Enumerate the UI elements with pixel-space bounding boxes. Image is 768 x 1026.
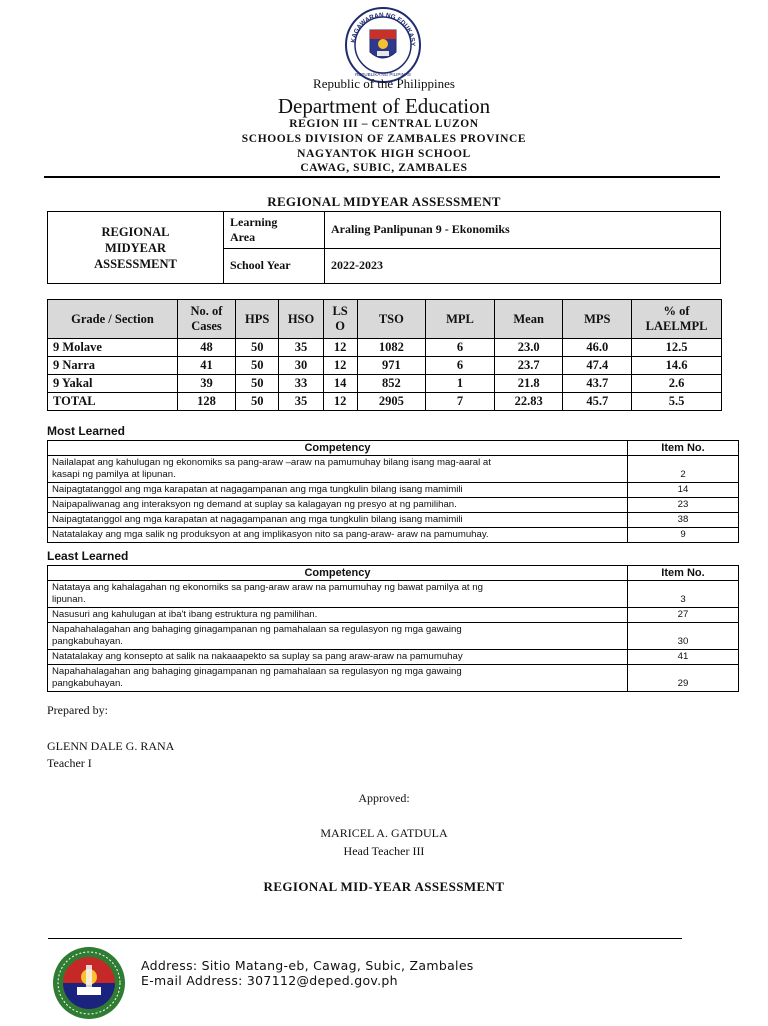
assessment-title: REGIONAL MIDYEAR ASSESSMENT [267, 194, 501, 209]
cell-hps: 50 [236, 339, 279, 357]
cell-hps: 50 [236, 375, 279, 393]
cell-mpl: 6 [426, 339, 495, 357]
list-item [48, 498, 739, 513]
header-rule [44, 176, 720, 178]
list-item [48, 581, 739, 608]
cell-tso: 971 [357, 357, 426, 375]
svg-text:KAGAWARAN NG EDUKASYON: KAGAWARAN NG EDUKASY [350, 11, 417, 47]
item-number: 23 [628, 498, 739, 513]
item-number: 14 [628, 483, 739, 498]
competency-text: Nasusuri ang kahulugan at iba't ibang estruktura ng pamilihan. [48, 608, 628, 623]
approved-name: MARICEL A. GATDULA [320, 826, 448, 840]
least-learned-label: Least Learned [47, 549, 129, 563]
cell-lae: 14.6 [632, 357, 722, 375]
school-year-value: 2022-2023 [325, 248, 721, 284]
assessment-info-table [47, 211, 721, 284]
learning-area-label [224, 212, 325, 249]
col-lso [323, 300, 357, 339]
republic-line: Republic of the Philippines [313, 76, 455, 91]
cell-grade: 9 Yakal [48, 375, 178, 393]
learning-area-label-line: Area [230, 229, 256, 244]
cell-lae: 2.6 [632, 375, 722, 393]
competency-line: Napahahalagahan ang bahaging ginagampanan ng pamahalaan sa regulasyon ng mga gawaing [52, 624, 462, 635]
item-number: 30 [628, 623, 739, 650]
footer-address: Address: Sitio Matang-eb, Cawag, Subic, Zambales [141, 958, 474, 973]
col-hps: HPS [236, 300, 279, 339]
list-item [48, 483, 739, 498]
competency-text [48, 623, 628, 650]
cell-lae: 5.5 [632, 393, 722, 411]
competency-text [48, 456, 628, 483]
competency-line: Natataya ang kahalagahan ng ekonomiks sa pang-araw araw na pamumuhay ng bawat pamilya at ng [52, 582, 483, 593]
competency-line: kasapi ng pamilya at lipunan. [52, 469, 176, 480]
least-learned-table [47, 565, 739, 692]
cell-lae: 12.5 [632, 339, 722, 357]
col-grade: Grade / Section [48, 300, 178, 339]
list-item [48, 528, 739, 543]
col-tso: TSO [357, 300, 426, 339]
school-logo [50, 945, 128, 1021]
competency-text: Naipagtatanggol ang mga karapatan at nagagampanan ang mga tungkulin bilang isang mamimili [48, 513, 628, 528]
col-hso: HSO [279, 300, 323, 339]
approved-label: Approved: [358, 791, 410, 805]
competency-text: Natatalakay ang konsepto at salik na nakaaapekto sa suplay sa pang araw-araw na pamumuhay [48, 650, 628, 665]
cell-cases: 128 [177, 393, 235, 411]
info-left-label [48, 212, 224, 284]
results-table [47, 299, 722, 411]
competency-line: pangkabuhayan. [52, 678, 123, 689]
deped-seal-logo [343, 6, 423, 84]
table-row [48, 357, 722, 375]
list-item [48, 665, 739, 692]
most-learned-table [47, 440, 739, 543]
cell-hps: 50 [236, 357, 279, 375]
cell-tso: 1082 [357, 339, 426, 357]
results-header-row [48, 300, 722, 339]
prepared-by-label: Prepared by: [47, 703, 108, 717]
cell-tso: 2905 [357, 393, 426, 411]
prepared-by-name: GLENN DALE G. RANA [47, 739, 175, 753]
learning-area-label-line: Learning [230, 214, 278, 229]
cell-hso: 33 [279, 375, 323, 393]
competency-line: Nailalapat ang kahulugan ng ekonomiks sa pang-araw –araw na pamumuhay bilang isang mag-aaral at [52, 457, 491, 468]
list-item [48, 623, 739, 650]
col-lae [632, 300, 722, 339]
cell-mps: 47.4 [563, 357, 632, 375]
prepared-by-title: Teacher I [47, 756, 92, 770]
item-number: 29 [628, 665, 739, 692]
info-left-label-line: REGIONAL [101, 224, 170, 239]
cell-mpl: 6 [426, 357, 495, 375]
cell-mean: 22.83 [494, 393, 563, 411]
least-learned-header [48, 566, 739, 581]
col-mps: MPS [563, 300, 632, 339]
school-year-label: School Year [224, 248, 325, 284]
cell-mpl: 1 [426, 375, 495, 393]
cell-hso: 35 [279, 339, 323, 357]
cell-grade: 9 Narra [48, 357, 178, 375]
competency-line: Napahahalagahan ang bahaging ginagampanan ng pamahalaan sa regulasyon ng mga gawaing [52, 666, 462, 677]
cell-lso: 12 [323, 339, 357, 357]
cell-cases: 48 [177, 339, 235, 357]
cell-mps: 43.7 [563, 375, 632, 393]
cell-mean: 23.7 [494, 357, 563, 375]
col-lso-line: O [335, 319, 345, 333]
col-mean: Mean [494, 300, 563, 339]
item-number: 41 [628, 650, 739, 665]
competency-text [48, 665, 628, 692]
info-left-label-line: MIDYEAR [104, 240, 167, 255]
cell-mean: 23.0 [494, 339, 563, 357]
learning-area-value: Araling Panlipunan 9 - Ekonomiks [325, 212, 721, 249]
list-item [48, 608, 739, 623]
table-row [48, 375, 722, 393]
footer-rule [48, 938, 682, 939]
cell-hps: 50 [236, 393, 279, 411]
cell-mps: 45.7 [563, 393, 632, 411]
cell-grade: 9 Molave [48, 339, 178, 357]
cell-mpl: 7 [426, 393, 495, 411]
competency-text: Naipapaliwanag ang interaksyon ng demand at suplay sa kalagayan ng presyo at ng pamilihan. [48, 498, 628, 513]
cell-tso: 852 [357, 375, 426, 393]
footer-email: E-mail Address: 307112@deped.gov.ph [141, 973, 398, 988]
info-left-label-line: ASSESSMENT [94, 256, 177, 271]
table-row-total [48, 393, 722, 411]
competency-line: lipunan. [52, 594, 86, 605]
list-item [48, 513, 739, 528]
col-cases-line: No. of [190, 304, 223, 318]
cell-mps: 46.0 [563, 339, 632, 357]
col-item-no: Item No. [628, 441, 739, 456]
department-title: Department of Education [277, 94, 491, 118]
list-item [48, 456, 739, 483]
item-number: 27 [628, 608, 739, 623]
footer-assessment-title: REGIONAL MID-YEAR ASSESSMENT [263, 879, 505, 894]
col-lso-line: LS [332, 304, 348, 318]
col-competency: Competency [48, 441, 628, 456]
location-line: CAWAG, SUBIC, ZAMBALES [300, 162, 468, 174]
col-cases [177, 300, 235, 339]
item-number: 2 [628, 456, 739, 483]
cell-mean: 21.8 [494, 375, 563, 393]
cell-cases: 41 [177, 357, 235, 375]
svg-text:REPUBLIKA NG PILIPINAS: REPUBLIKA NG PILIPINAS [355, 72, 411, 77]
cell-hso: 35 [279, 393, 323, 411]
competency-line: pangkabuhayan. [52, 636, 123, 647]
competency-text: Naipagtatanggol ang mga karapatan at nagagampanan ang mga tungkulin bilang isang mamimili [48, 483, 628, 498]
cell-grade: TOTAL [48, 393, 178, 411]
cell-lso: 14 [323, 375, 357, 393]
item-number: 38 [628, 513, 739, 528]
item-number: 9 [628, 528, 739, 543]
most-learned-header [48, 441, 739, 456]
list-item [48, 650, 739, 665]
col-cases-line: Cases [191, 319, 222, 333]
cell-lso: 12 [323, 393, 357, 411]
col-lae-line: % of [663, 304, 690, 318]
cell-hso: 30 [279, 357, 323, 375]
col-lae-line: LAELMPL [645, 319, 708, 333]
most-learned-label: Most Learned [47, 424, 126, 438]
competency-text [48, 581, 628, 608]
table-row [48, 339, 722, 357]
school-line: NAGYANTOK HIGH SCHOOL [297, 148, 471, 160]
item-number: 3 [628, 581, 739, 608]
region-line: REGION III – CENTRAL LUZON [289, 118, 479, 130]
cell-lso: 12 [323, 357, 357, 375]
division-line: SCHOOLS DIVISION OF ZAMBALES PROVINCE [241, 133, 527, 145]
competency-text: Natatalakay ang mga salik ng produksyon at ang implikasyon nito sa pang-araw- araw na pamumuhay. [48, 528, 628, 543]
cell-cases: 39 [177, 375, 235, 393]
col-item-no: Item No. [628, 566, 739, 581]
col-competency: Competency [48, 566, 628, 581]
col-mpl: MPL [426, 300, 495, 339]
approved-title: Head Teacher III [343, 844, 425, 858]
